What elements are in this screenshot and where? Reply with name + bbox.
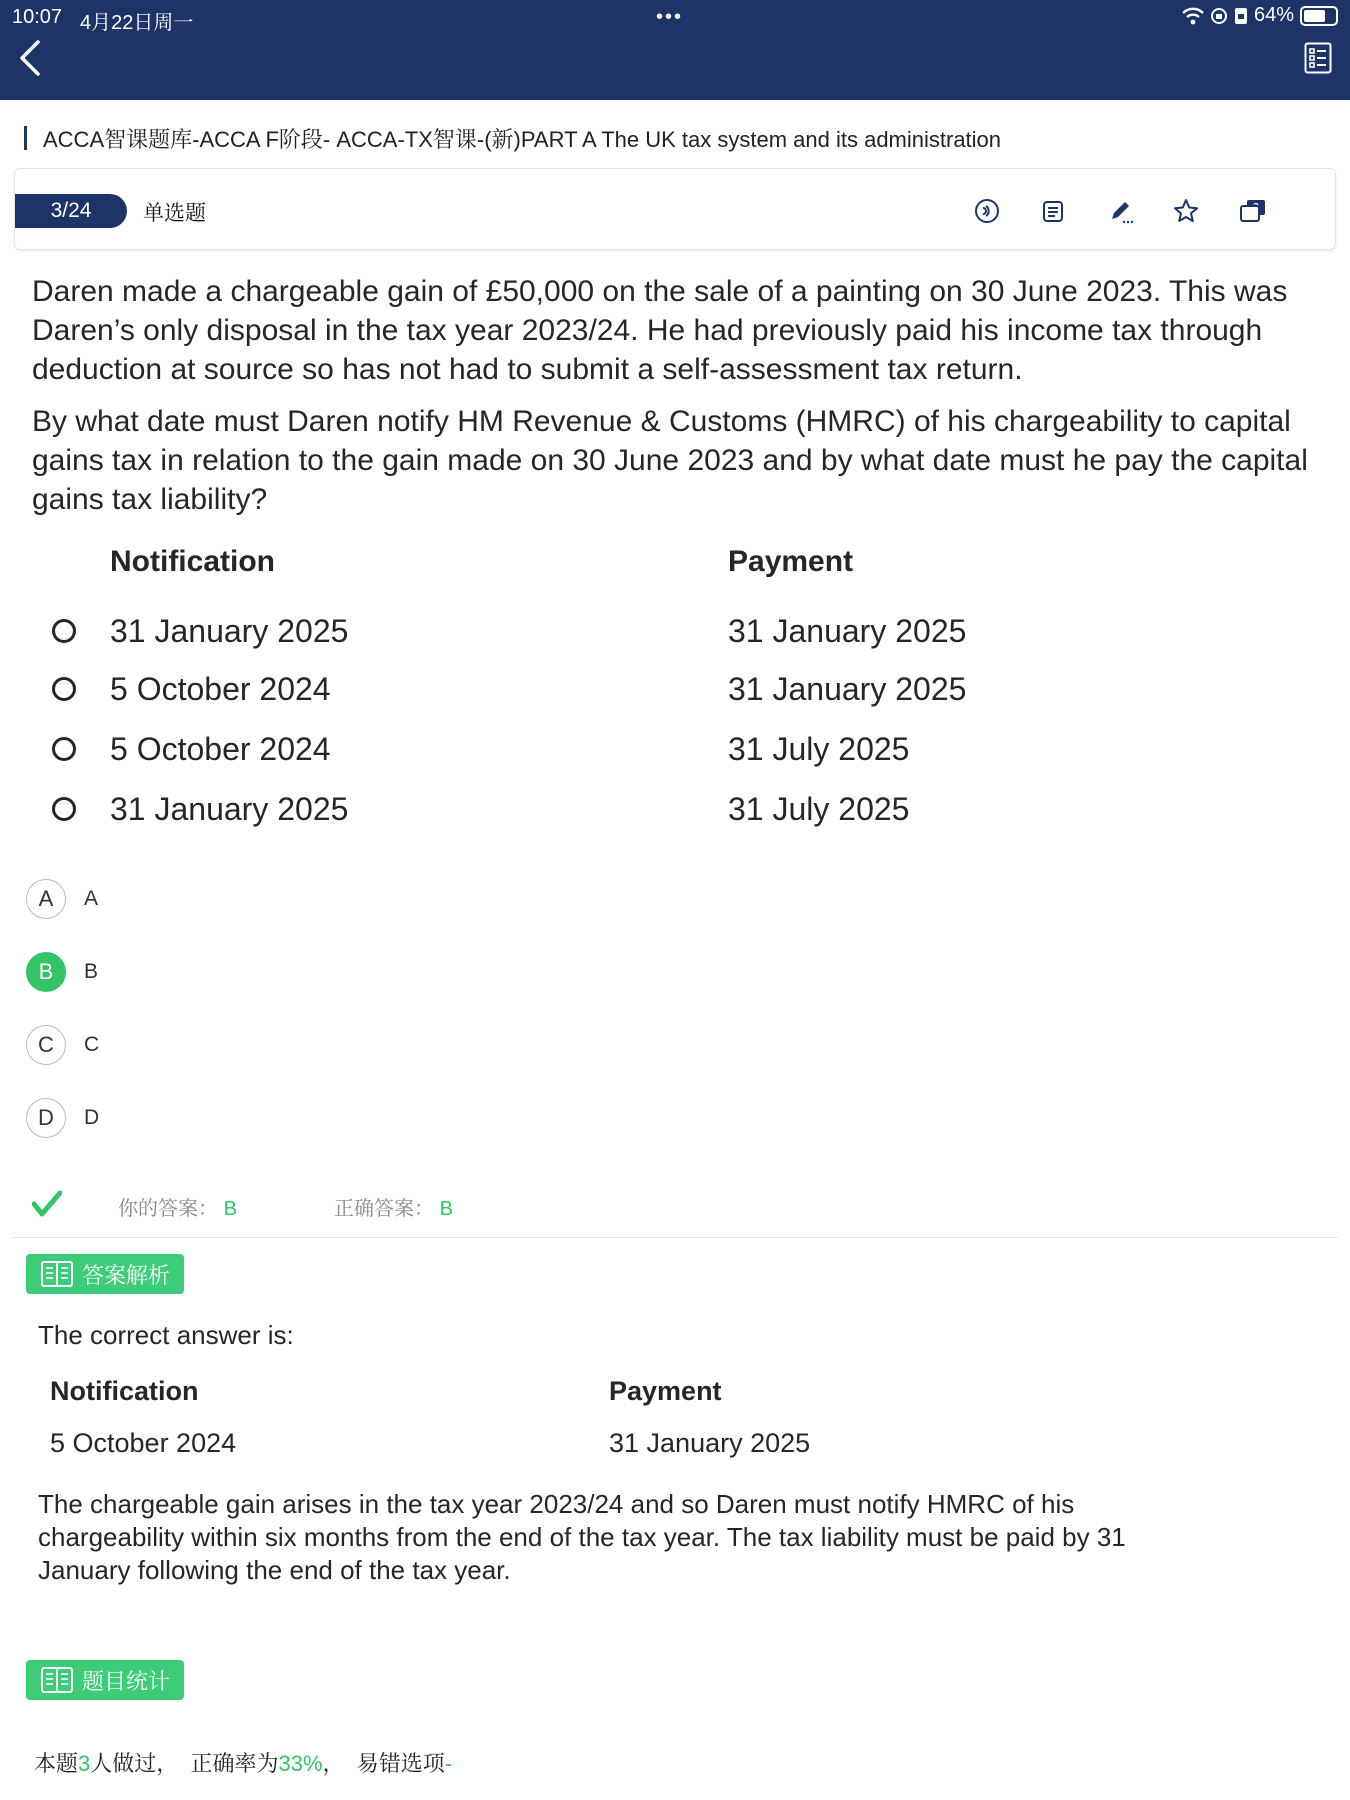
breadcrumb-text: ACCA智课题库-ACCA F阶段- ACCA-TX智课-(新)PART A The UK tax system and its administration [43, 126, 1002, 152]
statistics-badge [26, 1660, 184, 1700]
status-date: 4月22日周一 [80, 12, 194, 34]
your-answer-label: 你的答案： [118, 1198, 218, 1220]
statistics-badge-label: 题目统计 [82, 1668, 171, 1694]
option-notification: 31 January 2025 [110, 791, 349, 827]
stats-count: 3 [78, 1751, 91, 1776]
question-type: 单选题 [143, 202, 206, 225]
option-notification: 5 October 2024 [110, 731, 331, 767]
option-notification: 31 January 2025 [110, 613, 349, 649]
explanation-badge-label: 答案解析 [82, 1262, 171, 1288]
options-header-notification: Notification [110, 545, 275, 578]
radio-circle-icon [52, 797, 76, 821]
options-row [0, 791, 1350, 831]
stats-prefix: 本题 [34, 1751, 79, 1776]
stats-suffix: ， 易错选项 [322, 1751, 445, 1776]
top-nav-bar [0, 0, 1350, 100]
explanation-payment-value: 31 January 2025 [609, 1428, 811, 1458]
correct-check-icon [32, 1190, 62, 1218]
back-icon[interactable] [14, 38, 48, 78]
radio-circle-icon [52, 619, 76, 643]
explanation-intro: The correct answer is: [38, 1320, 294, 1350]
question-number: 3/24 [15, 194, 127, 228]
book-icon [40, 1259, 74, 1289]
question-text [32, 272, 1332, 532]
your-answer-value: B [223, 1198, 237, 1220]
ask-question-icon[interactable] [1237, 195, 1269, 227]
question-paragraph-2: By what date must Daren notify HM Revenue & Customs (HMRC) of his chargeability to capital gains tax in relation to the gain made on 30 June 2023 and by what date must he pay the capital gains tax liability? [32, 405, 1308, 516]
radio-circle-icon [52, 737, 76, 761]
explanation-header-notification: Notification [50, 1376, 199, 1406]
edit-pencil-icon[interactable] [1104, 195, 1136, 227]
orientation-lock-icon [1210, 7, 1228, 25]
options-header-payment: Payment [728, 545, 854, 578]
book-icon [40, 1665, 74, 1695]
option-payment: 31 July 2025 [728, 731, 910, 767]
statistics-text [34, 1747, 452, 1778]
wifi-icon [1182, 7, 1204, 25]
choice-a[interactable] [26, 879, 98, 919]
question-paragraph-1: Daren made a chargeable gain of £50,000 on the sale of a painting on 30 June 2023. This was Daren’s only disposal in the tax year 2023/24. He had previously paid his income tax through deduction at source so has not had to submit a self-assessment tax return. [32, 275, 1288, 386]
status-indicators [1182, 4, 1338, 27]
explanation-badge [26, 1254, 184, 1294]
choice-letter: B [26, 952, 66, 992]
choice-letter: D [26, 1098, 66, 1138]
status-time: 10:07 [12, 6, 63, 28]
choice-d[interactable] [26, 1098, 99, 1138]
stats-rate: 33% [278, 1751, 323, 1776]
choice-label: D [84, 1106, 100, 1129]
audio-icon[interactable] [971, 195, 1003, 227]
radio-circle-icon [52, 677, 76, 701]
breadcrumb [24, 124, 1001, 152]
breadcrumb-bar [24, 126, 27, 150]
multitask-dots[interactable]: ••• [656, 6, 684, 28]
option-notification: 5 October 2024 [110, 671, 331, 707]
explanation-notification-value: 5 October 2024 [50, 1428, 237, 1458]
options-row [0, 613, 1350, 653]
question-header-card [14, 168, 1336, 250]
notes-icon[interactable] [1037, 195, 1069, 227]
question-list-icon[interactable] [1304, 42, 1332, 74]
option-payment: 31 January 2025 [728, 671, 967, 707]
option-payment: 31 January 2025 [728, 613, 967, 649]
choice-letter: C [26, 1025, 66, 1065]
options-row [0, 731, 1350, 771]
choice-label: C [84, 1033, 100, 1056]
lock-icon [1234, 7, 1248, 25]
favorite-star-icon[interactable] [1170, 195, 1202, 227]
battery-icon [1300, 6, 1338, 26]
choice-label: B [84, 960, 99, 983]
answer-result [32, 1188, 1332, 1222]
options-row [0, 671, 1350, 711]
stats-error-option: - [444, 1751, 453, 1776]
option-payment: 31 July 2025 [728, 791, 910, 827]
choice-b[interactable] [26, 952, 98, 992]
choice-label: A [84, 887, 99, 910]
explanation-text: The chargeable gain arises in the tax year 2023/24 and so Daren must notify HMRC of his chargeability within six months from the end of the tax year. The tax liability must be paid by 31 January following the end of the tax year. [38, 1489, 1126, 1585]
choice-letter: A [26, 879, 66, 919]
correct-answer-value: B [439, 1198, 453, 1220]
explanation-header-payment: Payment [609, 1376, 722, 1406]
your-answer [118, 1192, 237, 1221]
stats-mid: 人做过， 正确率为 [90, 1751, 279, 1776]
battery-percent: 64% [1253, 4, 1294, 26]
choice-c[interactable] [26, 1025, 99, 1065]
correct-answer [334, 1192, 453, 1221]
correct-answer-label: 正确答案： [334, 1198, 434, 1220]
section-divider [12, 1237, 1338, 1238]
